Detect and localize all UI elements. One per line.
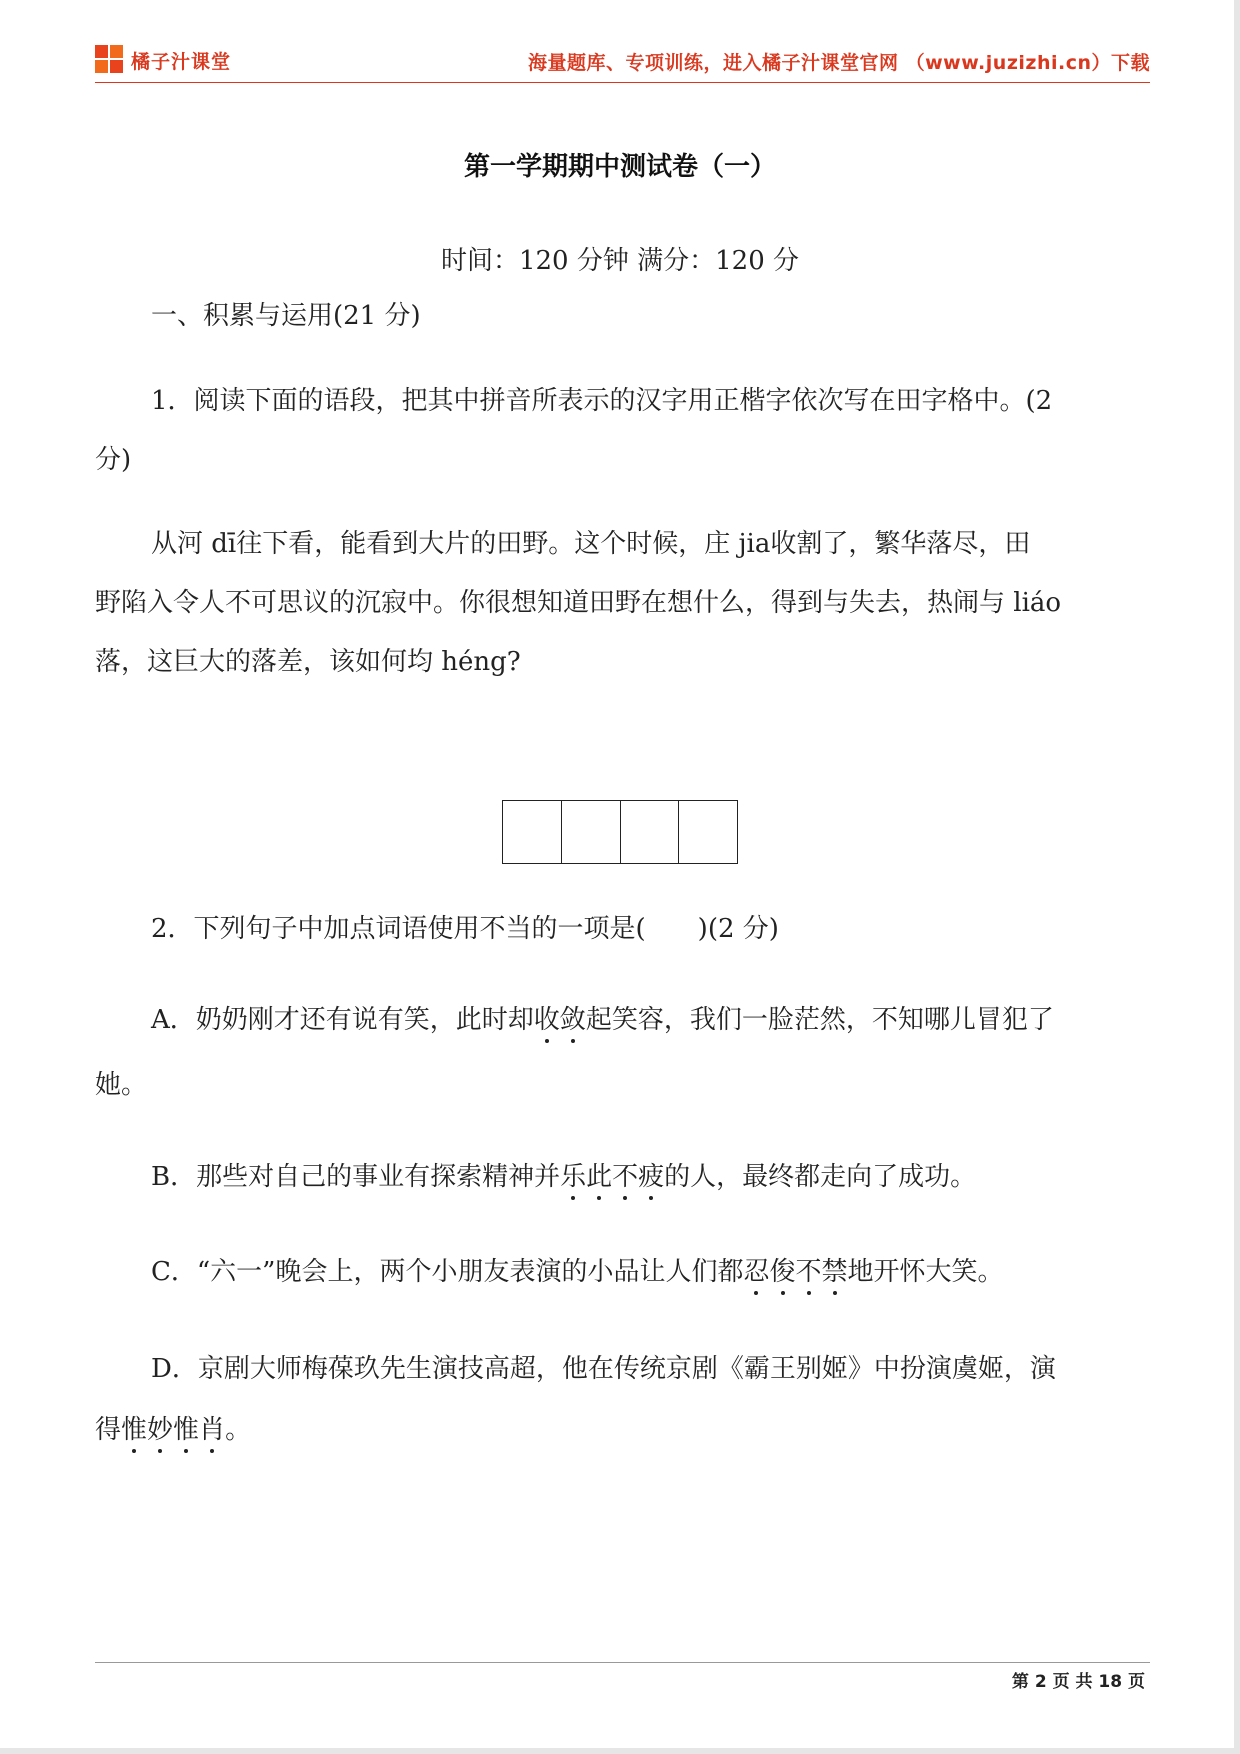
exam-title: 第一学期期中测试卷（一） bbox=[463, 152, 776, 182]
option-a-text: A．奶奶刚才还有说有笑，此时却 bbox=[151, 1005, 534, 1035]
grid-cell[interactable] bbox=[621, 801, 680, 863]
q2-option-b bbox=[95, 1157, 1206, 1197]
page-number: 第 2 页 共 18 页 bbox=[1011, 1672, 1145, 1692]
brand-name: 橘子汁课堂 bbox=[131, 50, 232, 73]
option-d-text: 得 bbox=[95, 1415, 122, 1445]
header-divider bbox=[95, 82, 1150, 83]
q1-passage-line3: 落，这巨大的落差，该如何均 héng? bbox=[95, 647, 521, 677]
grid-cell[interactable] bbox=[503, 801, 562, 863]
emphasis-dot-char: 此 bbox=[586, 1162, 613, 1192]
option-a-dotted-word bbox=[534, 1005, 586, 1035]
q2-option-d-line1: D．京剧大师梅葆玖先生演技高超，他在传统京剧《霸王别姬》中扮演虞姬，演 bbox=[151, 1354, 1056, 1384]
emphasis-dot-char: 肖 bbox=[199, 1415, 226, 1445]
emphasis-dot-char: 敛 bbox=[559, 1005, 586, 1035]
q2-option-a bbox=[95, 1000, 1206, 1040]
header-tagline: 海量题库、专项训练，进入橘子汁课堂官网 （www.juzizhi.cn）下载 bbox=[528, 52, 1150, 74]
q2-option-c bbox=[95, 1252, 1206, 1292]
q2-option-a-line2: 她。 bbox=[95, 1070, 148, 1100]
emphasis-dot-char: 疲 bbox=[638, 1162, 665, 1192]
footer-divider bbox=[95, 1662, 1150, 1663]
section-heading: 一、积累与运用(21 分) bbox=[151, 301, 421, 331]
page-header bbox=[95, 42, 1150, 82]
q1-stem-line1: 1．阅读下面的语段，把其中拼音所表示的汉字用正楷字依次写在田字格中。(2 bbox=[151, 386, 1053, 416]
emphasis-dot-char: 惟 bbox=[121, 1415, 148, 1445]
emphasis-dot-char: 乐 bbox=[560, 1162, 587, 1192]
q2-stem: 2．下列句子中加点词语使用不当的一项是( )(2 分) bbox=[151, 914, 779, 944]
emphasis-dot-char: 禁 bbox=[821, 1257, 848, 1287]
q1-stem-line2: 分) bbox=[95, 445, 132, 475]
emphasis-dot-char: 忍 bbox=[743, 1257, 770, 1287]
brand bbox=[95, 45, 231, 75]
emphasis-dot-char: 妙 bbox=[147, 1415, 174, 1445]
exam-meta: 时间：120 分钟 满分：120 分 bbox=[440, 246, 800, 276]
option-b-text: B．那些对自己的事业有探索精神并 bbox=[151, 1162, 561, 1192]
emphasis-dot-char: 收 bbox=[533, 1005, 560, 1035]
q1-passage-line1: 从河 dī往下看，能看到大片的田野。这个时候，庄 jia收割了，繁华落尽，田 bbox=[151, 529, 1031, 559]
q2-option-d-line2 bbox=[95, 1410, 1150, 1450]
option-d-text-end: 。 bbox=[225, 1415, 252, 1445]
emphasis-dot-char: 俊 bbox=[769, 1257, 796, 1287]
option-c-text: C．“六一”晚会上，两个小朋友表演的小品让人们都 bbox=[151, 1257, 744, 1287]
brand-logo-icon bbox=[95, 45, 125, 75]
option-a-text-end: 起笑容，我们一脸茫然，不知哪儿冒犯了 bbox=[585, 1005, 1054, 1035]
option-b-text-end: 的人，最终都走向了成功。 bbox=[664, 1162, 977, 1192]
q1-passage-line2: 野陷入令人不可思议的沉寂中。你很想知道田野在想什么，得到与失去，热闹与 liáo bbox=[95, 588, 1062, 618]
option-c-dotted-word bbox=[743, 1257, 847, 1287]
tianzige-answer-grid[interactable] bbox=[502, 800, 738, 864]
option-b-dotted-word bbox=[560, 1162, 664, 1192]
option-d-dotted-word bbox=[121, 1415, 225, 1445]
emphasis-dot-char: 不 bbox=[612, 1162, 639, 1192]
emphasis-dot-char: 惟 bbox=[173, 1415, 200, 1445]
grid-cell[interactable] bbox=[679, 801, 737, 863]
emphasis-dot-char: 不 bbox=[795, 1257, 822, 1287]
grid-cell[interactable] bbox=[562, 801, 621, 863]
option-c-text-end: 地开怀大笑。 bbox=[847, 1257, 1004, 1287]
